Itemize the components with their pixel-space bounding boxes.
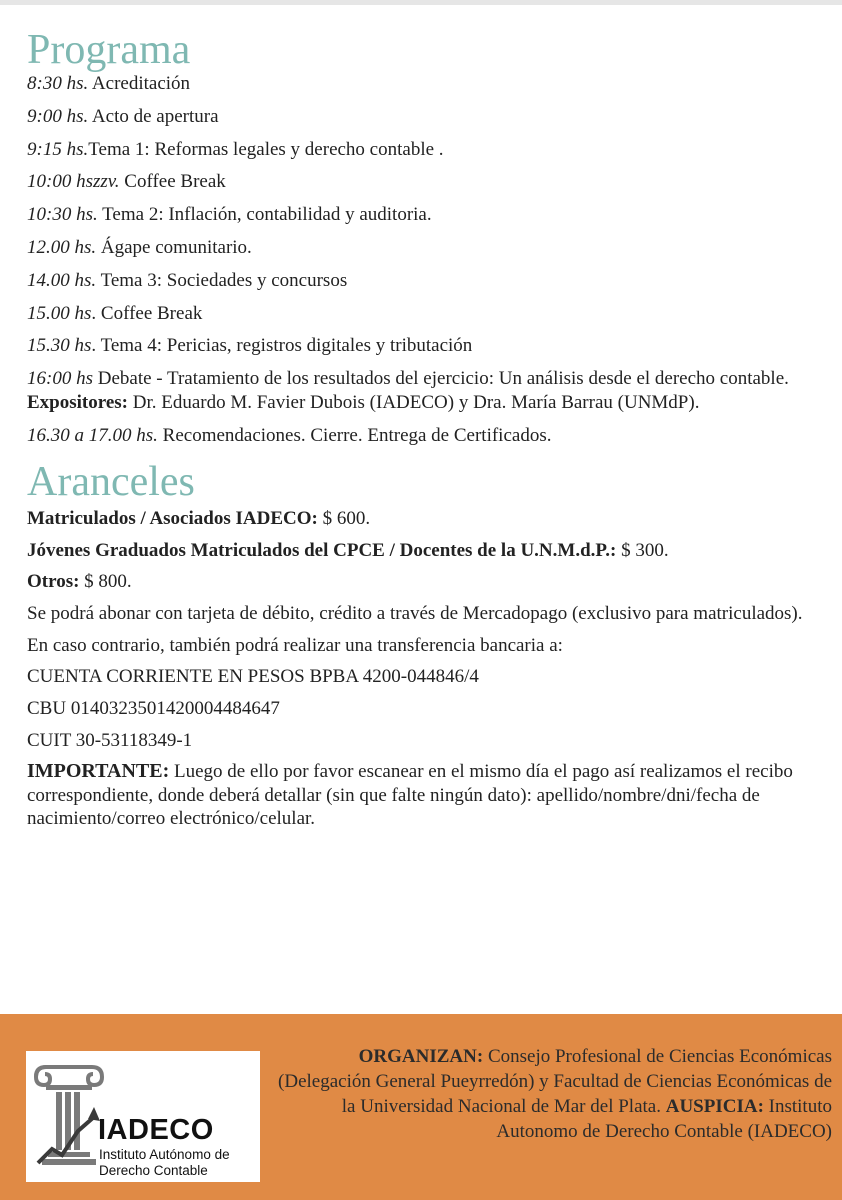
- important-text: Luego de ello por favor escanear en el mismo día el pago así realizamos el recibo correspondiente, donde deberá detallar (sin que falte ningún dato): apellido/nombre/dni/fecha de nacimiento/correo electrónico/celular.: [27, 761, 793, 830]
- closing-time: 16.30 a 17.00 hs.: [27, 424, 158, 446]
- item-text: Tema 2: Inflación, contabilidad y auditoria.: [97, 204, 432, 226]
- item-time: 12.00 hs.: [27, 236, 97, 258]
- programa-closing: [27, 424, 827, 447]
- programa-item: [27, 72, 827, 95]
- fee-label: Otros:: [27, 571, 80, 593]
- aranceles-list: [27, 507, 827, 831]
- expositores-text: Dr. Eduardo M. Favier Dubois (IADECO) y Dra. María Barrau (UNMdP).: [127, 391, 700, 413]
- fee-item: [27, 570, 827, 593]
- closing-text: Recomendaciones. Cierre. Entrega de Certificados.: [157, 424, 552, 446]
- programa-item: [27, 105, 827, 128]
- important-label: IMPORTANTE:: [27, 760, 170, 783]
- item-time: 8:30 hs.: [27, 73, 89, 94]
- programa-list: [27, 72, 827, 447]
- cbu: CBU 0140323501420004484647: [27, 698, 280, 720]
- item-text: Acreditación: [88, 73, 191, 94]
- programa-item: [27, 138, 827, 161]
- debate-time: 16:00 hs: [27, 368, 93, 390]
- item-text: Ágape comunitario.: [96, 236, 252, 258]
- programa-item: [27, 302, 827, 325]
- item-text: . Tema 4: Pericias, registros digitales y tributación: [91, 335, 473, 357]
- auspicia-text: Instituto Autonomo de Derecho Contable (IADECO): [496, 1096, 832, 1142]
- item-text: Coffee Break: [119, 171, 226, 193]
- transfer-note: En caso contrario, también podrá realizar una transferencia bancaria a:: [27, 634, 563, 656]
- item-time: 15.00 hs: [27, 302, 92, 324]
- item-time: 15.30 hs: [27, 335, 92, 357]
- aranceles-heading: Aranceles: [27, 458, 195, 505]
- programa-item: [27, 170, 827, 193]
- programa-heading: Programa: [27, 27, 191, 73]
- organizers-text: [272, 1044, 832, 1144]
- fee-label: Jóvenes Graduados Matriculados del CPCE / Docentes de la U.N.M.d.P.:: [27, 539, 617, 561]
- debate-text: Debate - Tratamiento de los resultados del ejercicio: Un análisis desde el derecho contable.: [92, 368, 789, 390]
- programa-item: [27, 269, 827, 292]
- fee-item: [27, 507, 827, 530]
- programa-item: [27, 236, 827, 259]
- organizan-text: Consejo Profesional de Ciencias Económicas (Delegación General Pueyrredón) y Facultad de Ciencias Económicas de la Universidad Nacional de Mar del Plata.: [278, 1046, 832, 1117]
- item-time: 10:30 hs.: [27, 204, 98, 226]
- cuit: CUIT 30-53118349-1: [27, 729, 193, 751]
- item-text: . Coffee Break: [91, 302, 203, 324]
- item-time: 14.00 hs.: [27, 269, 97, 291]
- item-text: Tema 1: Reformas legales y derecho contable .: [88, 138, 444, 160]
- programa-item: [27, 334, 827, 357]
- programa-item: [27, 203, 827, 226]
- important-note: [27, 760, 827, 831]
- expositores-label: Expositores:: [27, 391, 128, 413]
- main-content: [27, 28, 827, 839]
- item-time: 9:15 hs.: [27, 138, 89, 160]
- logo-subtitle: Instituto Autónomo de Derecho Contable: [99, 1147, 230, 1178]
- item-time: 9:00 hs.: [27, 105, 89, 127]
- footer: [0, 1014, 842, 1200]
- logo-name: IADECO: [98, 1114, 214, 1146]
- bank-account: CUENTA CORRIENTE EN PESOS BPBA 4200-044846/4: [27, 666, 479, 688]
- organizan-label: ORGANIZAN:: [358, 1046, 484, 1067]
- item-text: Acto de apertura: [88, 105, 219, 127]
- top-border: [0, 0, 842, 5]
- payment-note: Se podrá abonar con tarjeta de débito, crédito a través de Mercadopago (exclusivo para matriculados).: [27, 602, 803, 624]
- fee-item: [27, 539, 827, 562]
- fee-label: Matriculados / Asociados IADECO:: [27, 507, 318, 529]
- item-text: Tema 3: Sociedades y concursos: [96, 269, 348, 291]
- fee-value: $ 600.: [317, 507, 371, 529]
- item-time: 10:00 hszzv.: [27, 171, 120, 193]
- fee-value: $ 800.: [79, 571, 132, 593]
- column-icon: [34, 1059, 104, 1174]
- fee-value: $ 300.: [616, 539, 669, 561]
- auspicia-label: AUSPICIA:: [665, 1096, 764, 1117]
- iadeco-logo: [26, 1051, 260, 1182]
- programa-debate: [27, 367, 827, 414]
